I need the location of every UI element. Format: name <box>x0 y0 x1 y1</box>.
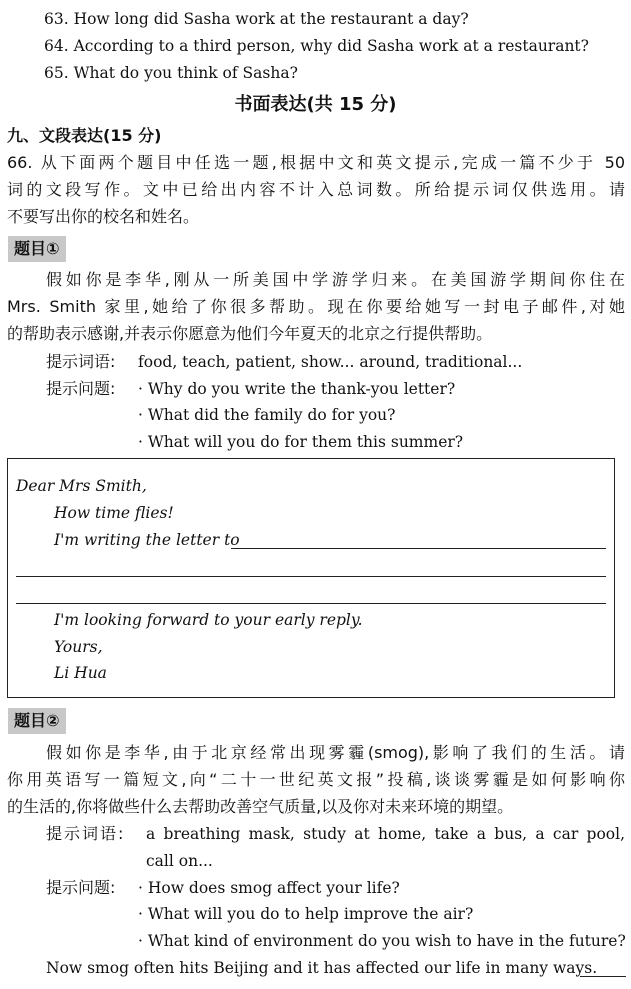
topic2-badge: 题目② <box>8 708 66 734</box>
question-64: 64. According to a third person, why did Sasha work at a restaurant? <box>44 37 589 55</box>
instruction-line: 词的文段写作。文中已给出内容不计入总词数。所给提示词仅供选用。请 <box>7 180 625 199</box>
letter-name: Li Hua <box>54 664 107 682</box>
topic1-hint-words: food, teach, patient, show... around, traditional... <box>138 353 523 371</box>
question-65: 65. What do you think of Sasha? <box>44 64 298 82</box>
topic2-opening-sentence: Now smog often hits Beijing and it has affected our life in many ways. <box>46 959 598 977</box>
topic1-hint-question: · What will you do for them this summer? <box>138 433 464 451</box>
writing-line[interactable] <box>16 576 606 577</box>
topic2-paragraph-line: 假如你是李华,由于北京经常出现雾霾(smog),影响了我们的生活。请 <box>46 743 625 762</box>
topic2-paragraph-line: 你用英语写一篇短文,向“二十一世纪英文报”投稿,谈谈雾霾是如何影响你 <box>7 770 625 789</box>
question-63: 63. How long did Sasha work at the restaurant a day? <box>44 10 469 28</box>
topic2-hint-words-label: 提示词语: <box>46 824 126 843</box>
topic1-paragraph-line: 的帮助表示感谢,并表示你愿意为他们今年夏天的北京之行提供帮助。 <box>7 324 493 343</box>
topic2-paragraph-line: 的生活的,你将做些什么去帮助改善空气质量,以及你对未来环境的期望。 <box>7 797 514 816</box>
topic1-hint-question: · What did the family do for you? <box>138 406 396 424</box>
section-title: 书面表达(共 15 分) <box>234 94 397 115</box>
topic1-hint-questions-label: 提示问题: <box>46 379 116 398</box>
writing-blank[interactable] <box>580 976 626 977</box>
topic2-hint-questions-label: 提示问题: <box>46 878 116 897</box>
topic1-badge: 题目① <box>8 236 66 262</box>
instruction-line: 不要写出你的校名和姓名。 <box>7 207 200 226</box>
letter-line: How time flies! <box>54 504 174 522</box>
writing-line[interactable] <box>16 603 606 604</box>
topic1-paragraph-line: 假如你是李华,刚从一所美国中学游学归来。在美国游学期间你住在 <box>46 270 625 289</box>
topic2-hint-question: · What will you do to help improve the air? <box>138 905 474 923</box>
letter-signoff: Yours, <box>54 638 103 656</box>
topic1-hint-question: · Why do you write the thank-you letter? <box>138 380 456 398</box>
part-title: 九、文段表达(15 分) <box>7 126 162 145</box>
topic2-hint-words-cont: call on... <box>146 852 213 870</box>
topic1-hint-words-label: 提示词语: <box>46 352 116 371</box>
letter-closing: I'm looking forward to your early reply. <box>54 611 363 629</box>
instruction-line: 66. 从下面两个题目中任选一题,根据中文和英文提示,完成一篇不少于 50 <box>7 153 625 172</box>
topic2-hint-question: · What kind of environment do you wish to have in the future? <box>138 932 626 950</box>
writing-blank[interactable] <box>231 548 606 549</box>
topic2-hint-words: a breathing mask, study at home, take a bus, a car pool, <box>146 825 625 843</box>
letter-salutation: Dear Mrs Smith, <box>16 477 147 495</box>
topic1-paragraph-line: Mrs. Smith 家里,她给了你很多帮助。现在你要给她写一封电子邮件,对她 <box>7 297 625 316</box>
letter-line: I'm writing the letter to <box>54 531 240 549</box>
topic2-hint-question: · How does smog affect your life? <box>138 879 400 897</box>
